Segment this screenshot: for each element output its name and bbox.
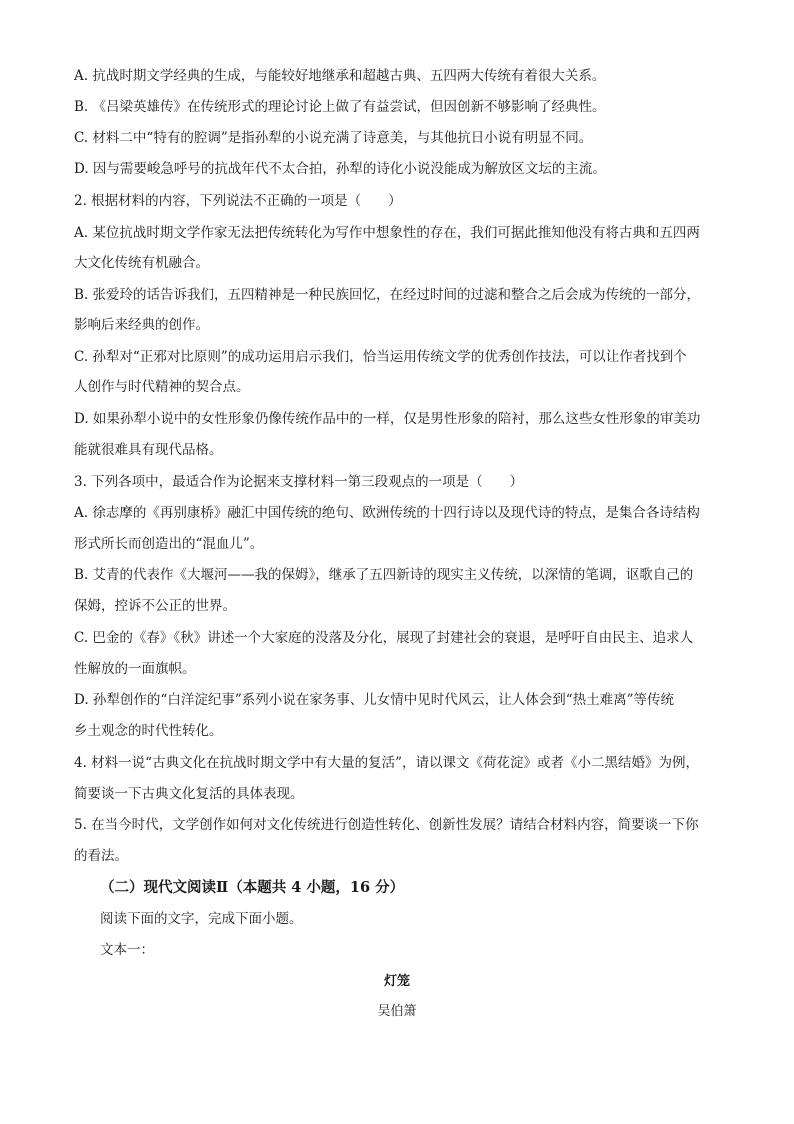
q2-option-b-line1: B. 张爱玲的话告诉我们，五四精神是一种民族回忆，在经过时间的过滤和整合之后会成为传统的一部分， [74, 287, 701, 303]
q3-option-b-line1: B. 艾青的代表作《大堰河——我的保姆》，继承了五四新诗的现实主义传统，以深情的笔调，讴歌自己的 [74, 567, 694, 583]
q3-option-d-line2: 乡土观念的时代性转化。 [74, 723, 223, 739]
q3-option-c-line1: C. 巴金的《春》《秋》讲述一个大家庭的没落及分化，展现了封建社会的衰退，是呼吁自由民主、追求人 [74, 630, 694, 646]
text-label: 文本一： [100, 942, 154, 958]
q3-option-a-line1: A. 徐志摩的《再别康桥》融汇中国传统的绝句、欧洲传统的十四行诗以及现代诗的特点，是集合各诗结构 [74, 505, 700, 521]
q5-line1: 5. 在当今时代，文学创作如何对文化传统进行创造性转化、创新性发展？请结合材料内容，简要谈一下你 [74, 817, 699, 833]
reading-instruction: 阅读下面的文字，完成下面小题。 [100, 911, 303, 927]
section-heading: （二）现代文阅读Ⅱ（本题共 4 小题，16 分） [100, 879, 405, 896]
q3-option-d-line1: D. 孙犁创作的“白洋淀纪事”系列小说在家务事、儿女情中见时代风云，让人体会到“热土难离”等传统 [74, 692, 675, 708]
q3-option-c-line2: 性解放的一面旗帜。 [74, 661, 196, 677]
q3-stem: 3. 下列各项中，最适合作为论据来支撑材料一第三段观点的一项是（ ） [74, 474, 524, 490]
story-title: 灯笼 [383, 974, 410, 989]
q1-option-c: C. 材料二中“特有的腔调”是指孙犁的小说充满了诗意美，与其他抗日小说有明显不同。 [74, 130, 593, 146]
q2-option-d-line1: D. 如果孙犁小说中的女性形象仍像传统作品中的一样，仅是男性形象的陪衬，那么这些女性形象的审美功 [74, 411, 701, 427]
q4-line1: 4. 材料一说“古典文化在抗战时期文学中有大量的复活”，请以课文《荷花淀》或者《小二黑结婚》为例， [74, 755, 699, 771]
q2-option-c-line2: 人创作与时代精神的契合点。 [74, 379, 250, 395]
q2-stem: 2. 根据材料的内容，下列说法不正确的一项是（ ） [74, 193, 402, 209]
q3-option-b-line2: 保姆，控诉不公正的世界。 [74, 598, 236, 614]
q1-option-a: A. 抗战时期文学经典的生成，与能较好地继承和超越古典、五四两大传统有着很大关系。 [74, 68, 606, 84]
q2-option-a-line1: A. 某位抗战时期文学作家无法把传统转化为写作中想象性的存在，我们可据此推知他没有将古典和五四两 [74, 225, 700, 241]
q5-line2: 的看法。 [74, 848, 128, 864]
q1-option-b: B. 《吕梁英雄传》在传统形式的理论讨论上做了有益尝试，但因创新不够影响了经典性。 [74, 99, 606, 115]
q2-option-b-line2: 影响后来经典的创作。 [74, 317, 209, 333]
q2-option-d-line2: 能就很难具有现代品格。 [74, 442, 223, 458]
q2-option-c-line1: C. 孙犁对“正邪对比原则”的成功运用启示我们，恰当运用传统文学的优秀创作技法，可以让作者找到个 [74, 349, 687, 365]
q2-option-a-line2: 大文化传统有机融合。 [74, 255, 209, 271]
q1-option-d: D. 因与需要峻急呼号的抗战年代不太合拍，孙犁的诗化小说没能成为解放区文坛的主流。 [74, 161, 606, 177]
q4-line2: 简要谈一下古典文化复活的具体表现。 [74, 786, 304, 802]
story-author: 吴伯箫 [377, 1004, 417, 1019]
q3-option-a-line2: 形式所长而创造出的“混血儿”。 [74, 536, 264, 552]
